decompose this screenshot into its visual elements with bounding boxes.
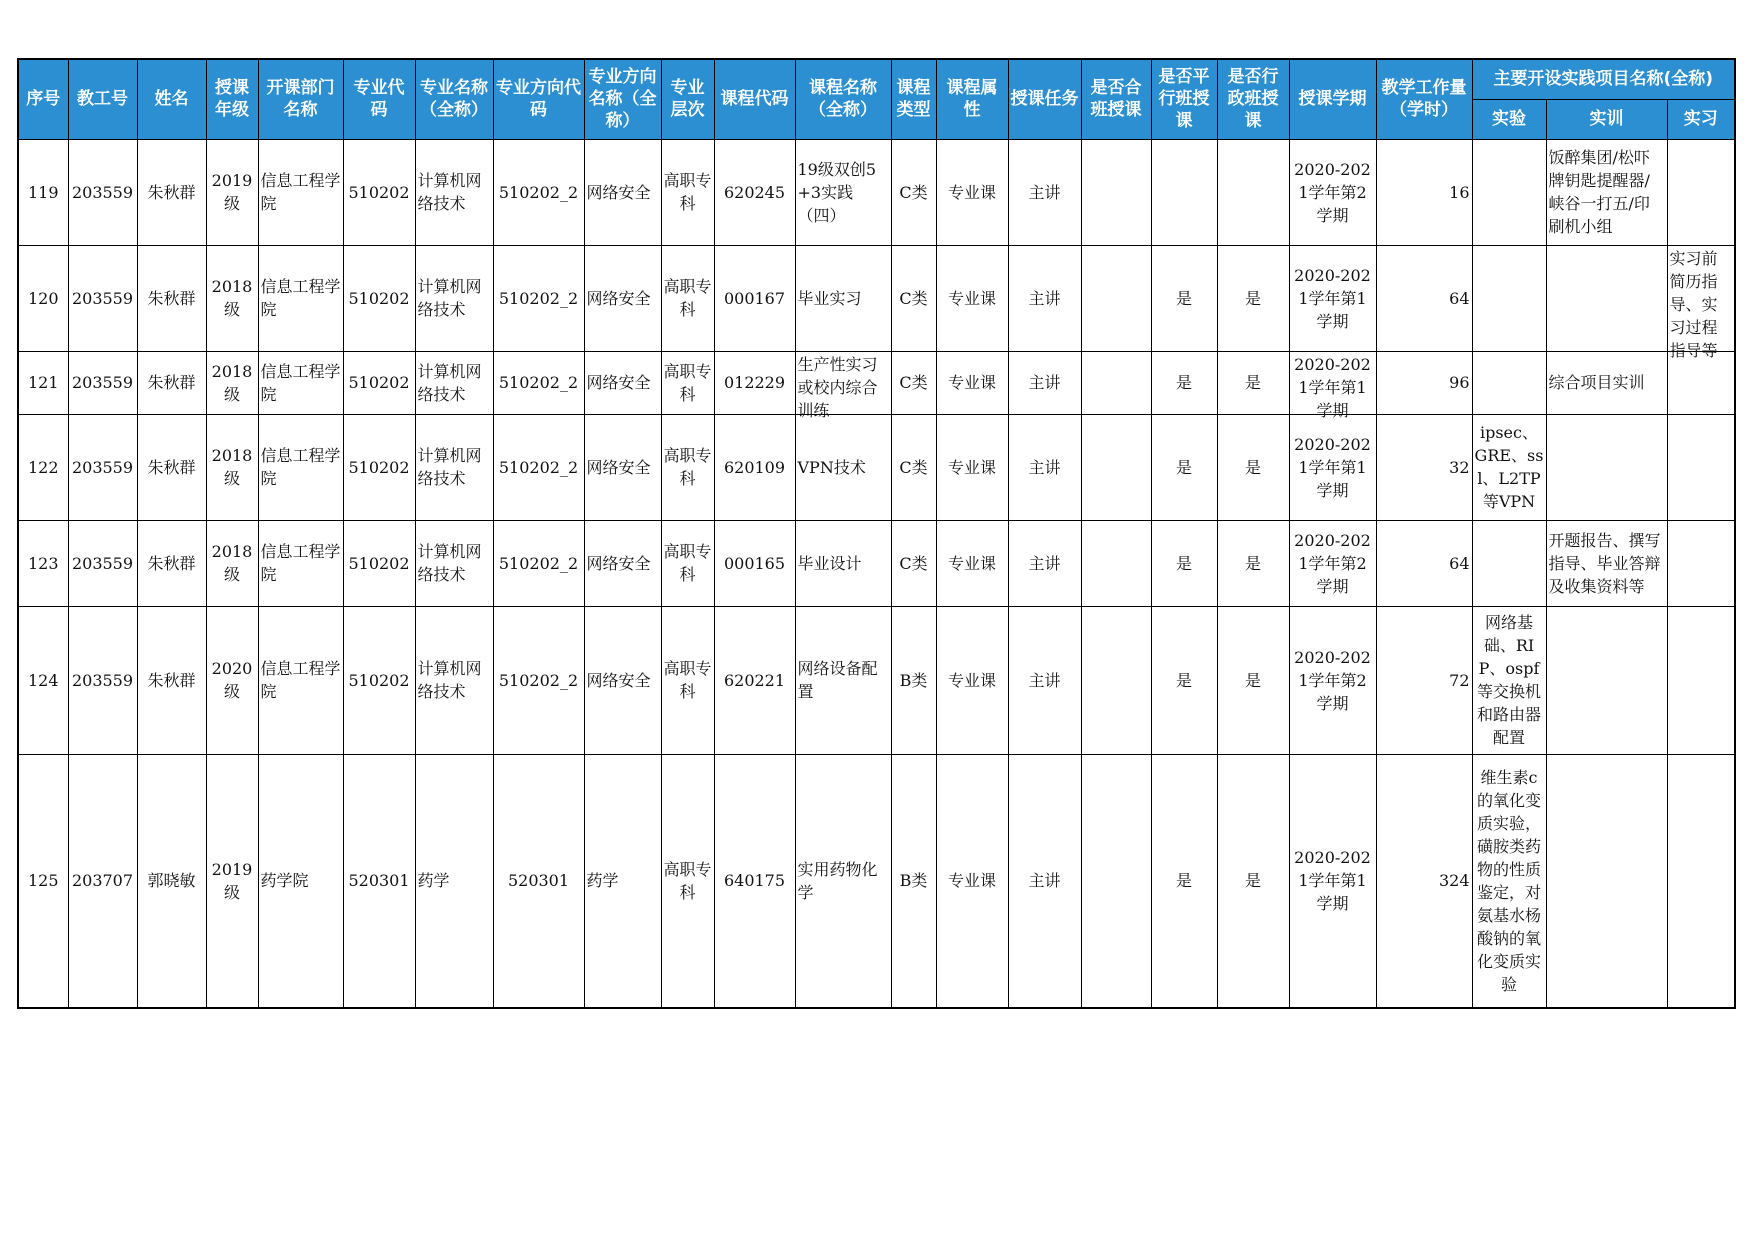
cell-experiment: ipsec、GRE、ssl、L2TP等VPN xyxy=(1472,414,1546,520)
cell-name: 朱秋群 xyxy=(137,414,206,520)
teaching-workload-table xyxy=(17,58,1736,1009)
cell-major-name: 计算机网络技术 xyxy=(415,414,493,520)
cell-dir-name: 网络安全 xyxy=(584,245,661,351)
header-parallel: 是否平行班授课 xyxy=(1151,59,1217,139)
cell-task: 主讲 xyxy=(1008,139,1081,245)
cell-task: 主讲 xyxy=(1008,754,1081,1008)
cell-major-name: 计算机网络技术 xyxy=(415,520,493,606)
header-dept: 开课部门名称 xyxy=(258,59,343,139)
cell-training: 综合项目实训 xyxy=(1546,351,1667,414)
cell-dir-code: 510202_2 xyxy=(493,606,584,754)
cell-level: 高职专科 xyxy=(661,606,714,754)
cell-experiment xyxy=(1472,351,1546,414)
header-major-name: 专业名称（全称） xyxy=(415,59,493,139)
cell-course-code: 012229 xyxy=(714,351,795,414)
table-row xyxy=(18,414,1735,520)
cell-semester: 2020-2021学年第1学期 xyxy=(1289,414,1376,520)
cell-dir-code: 510202_2 xyxy=(493,139,584,245)
cell-staff-id: 203559 xyxy=(68,606,137,754)
cell-dir-name: 网络安全 xyxy=(584,520,661,606)
cell-course-code: 620109 xyxy=(714,414,795,520)
cell-combined xyxy=(1081,139,1151,245)
cell-internship xyxy=(1667,139,1735,245)
cell-course-attr: 专业课 xyxy=(936,520,1008,606)
cell-admin-class: 是 xyxy=(1217,414,1289,520)
cell-training xyxy=(1546,606,1667,754)
header-name: 姓名 xyxy=(137,59,206,139)
cell-grade: 2018级 xyxy=(206,351,258,414)
cell-dir-name: 药学 xyxy=(584,754,661,1008)
cell-dept: 信息工程学院 xyxy=(258,139,343,245)
header-staff-id: 教工号 xyxy=(68,59,137,139)
cell-experiment xyxy=(1472,520,1546,606)
cell-course-name: 毕业设计 xyxy=(795,520,891,606)
cell-dir-code: 510202_2 xyxy=(493,245,584,351)
cell-major-name: 计算机网络技术 xyxy=(415,606,493,754)
cell-level: 高职专科 xyxy=(661,351,714,414)
cell-dir-code: 510202_2 xyxy=(493,351,584,414)
cell-major-code: 510202 xyxy=(343,351,415,414)
cell-course-code: 640175 xyxy=(714,754,795,1008)
cell-major-name: 计算机网络技术 xyxy=(415,245,493,351)
cell-combined xyxy=(1081,414,1151,520)
cell-task: 主讲 xyxy=(1008,245,1081,351)
cell-course-type: C类 xyxy=(891,520,936,606)
cell-level: 高职专科 xyxy=(661,245,714,351)
cell-course-name: 19级双创5+3实践（四） xyxy=(795,139,891,245)
cell-dir-code: 510202_2 xyxy=(493,414,584,520)
cell-parallel xyxy=(1151,139,1217,245)
cell-semester: 2020-2021学年第1学期 xyxy=(1289,245,1376,351)
cell-grade: 2018级 xyxy=(206,520,258,606)
header-level: 专业层次 xyxy=(661,59,714,139)
table-row xyxy=(18,606,1735,754)
header-combined: 是否合班授课 xyxy=(1081,59,1151,139)
cell-dir-code: 510202_2 xyxy=(493,520,584,606)
cell-dept: 信息工程学院 xyxy=(258,351,343,414)
cell-hours: 16 xyxy=(1376,139,1472,245)
cell-internship xyxy=(1667,754,1735,1008)
cell-major-code: 510202 xyxy=(343,139,415,245)
cell-grade: 2020级 xyxy=(206,606,258,754)
cell-seq: 125 xyxy=(18,754,68,1008)
cell-hours: 32 xyxy=(1376,414,1472,520)
cell-level: 高职专科 xyxy=(661,520,714,606)
cell-level: 高职专科 xyxy=(661,414,714,520)
cell-semester: 2020-2021学年第1学期 xyxy=(1289,754,1376,1008)
cell-training: 饭醉集团/松吓牌钥匙提醒器/峡谷一打五/印刷机小组 xyxy=(1546,139,1667,245)
cell-admin-class xyxy=(1217,139,1289,245)
cell-admin-class: 是 xyxy=(1217,351,1289,414)
cell-seq: 120 xyxy=(18,245,68,351)
cell-internship: 实习前简历指导、实习过程指导等 xyxy=(1667,245,1735,351)
cell-major-code: 520301 xyxy=(343,754,415,1008)
cell-internship xyxy=(1667,520,1735,606)
cell-name: 朱秋群 xyxy=(137,351,206,414)
header-seq: 序号 xyxy=(18,59,68,139)
cell-name: 郭晓敏 xyxy=(137,754,206,1008)
cell-combined xyxy=(1081,606,1151,754)
cell-hours: 96 xyxy=(1376,351,1472,414)
cell-staff-id: 203707 xyxy=(68,754,137,1008)
cell-staff-id: 203559 xyxy=(68,520,137,606)
cell-internship xyxy=(1667,606,1735,754)
header-semester: 授课学期 xyxy=(1289,59,1376,139)
cell-course-attr: 专业课 xyxy=(936,606,1008,754)
cell-parallel: 是 xyxy=(1151,606,1217,754)
cell-course-type: B类 xyxy=(891,754,936,1008)
cell-course-attr: 专业课 xyxy=(936,351,1008,414)
cell-name: 朱秋群 xyxy=(137,606,206,754)
header-major-code: 专业代码 xyxy=(343,59,415,139)
header-course-code: 课程代码 xyxy=(714,59,795,139)
cell-hours: 72 xyxy=(1376,606,1472,754)
table-row xyxy=(18,520,1735,606)
header-course-type: 课程类型 xyxy=(891,59,936,139)
header-dir-name: 专业方向名称（全称） xyxy=(584,59,661,139)
cell-parallel: 是 xyxy=(1151,351,1217,414)
cell-seq: 119 xyxy=(18,139,68,245)
header-admin-class: 是否行政班授课 xyxy=(1217,59,1289,139)
cell-course-attr: 专业课 xyxy=(936,414,1008,520)
cell-name: 朱秋群 xyxy=(137,139,206,245)
cell-experiment xyxy=(1472,245,1546,351)
cell-major-code: 510202 xyxy=(343,606,415,754)
cell-staff-id: 203559 xyxy=(68,414,137,520)
table-row xyxy=(18,245,1735,351)
cell-seq: 123 xyxy=(18,520,68,606)
header-internship: 实习 xyxy=(1667,99,1735,139)
cell-training xyxy=(1546,754,1667,1008)
cell-hours: 324 xyxy=(1376,754,1472,1008)
header-grade: 授课年级 xyxy=(206,59,258,139)
table-row xyxy=(18,351,1735,414)
cell-parallel: 是 xyxy=(1151,754,1217,1008)
cell-major-name: 计算机网络技术 xyxy=(415,139,493,245)
cell-experiment: 维生素c的氧化变质实验，磺胺类药物的性质鉴定，对氨基水杨酸钠的氧化变质实验 xyxy=(1472,754,1546,1008)
cell-seq: 124 xyxy=(18,606,68,754)
header-course-name: 课程名称（全称） xyxy=(795,59,891,139)
cell-course-type: C类 xyxy=(891,245,936,351)
cell-internship xyxy=(1667,414,1735,520)
cell-course-name: VPN技术 xyxy=(795,414,891,520)
cell-grade: 2018级 xyxy=(206,414,258,520)
cell-course-name: 生产性实习或校内综合训练 xyxy=(795,351,891,414)
cell-dept: 药学院 xyxy=(258,754,343,1008)
cell-name: 朱秋群 xyxy=(137,245,206,351)
header-dir-code: 专业方向代码 xyxy=(493,59,584,139)
cell-major-name: 计算机网络技术 xyxy=(415,351,493,414)
cell-semester: 2020-2021学年第1学期 xyxy=(1289,351,1376,414)
cell-staff-id: 203559 xyxy=(68,245,137,351)
header-hours: 教学工作量（学时） xyxy=(1376,59,1472,139)
cell-training xyxy=(1546,245,1667,351)
cell-major-code: 510202 xyxy=(343,414,415,520)
cell-course-attr: 专业课 xyxy=(936,754,1008,1008)
cell-course-name: 实用药物化学 xyxy=(795,754,891,1008)
cell-dir-name: 网络安全 xyxy=(584,414,661,520)
cell-staff-id: 203559 xyxy=(68,351,137,414)
cell-dept: 信息工程学院 xyxy=(258,520,343,606)
cell-grade: 2019级 xyxy=(206,754,258,1008)
cell-major-code: 510202 xyxy=(343,520,415,606)
cell-seq: 122 xyxy=(18,414,68,520)
cell-admin-class: 是 xyxy=(1217,606,1289,754)
cell-dir-name: 网络安全 xyxy=(584,606,661,754)
cell-dept: 信息工程学院 xyxy=(258,245,343,351)
cell-course-type: C类 xyxy=(891,351,936,414)
cell-dept: 信息工程学院 xyxy=(258,606,343,754)
header-training: 实训 xyxy=(1546,99,1667,139)
cell-name: 朱秋群 xyxy=(137,520,206,606)
cell-course-code: 000165 xyxy=(714,520,795,606)
cell-training xyxy=(1546,414,1667,520)
cell-course-code: 620245 xyxy=(714,139,795,245)
table-row xyxy=(18,139,1735,245)
cell-course-attr: 专业课 xyxy=(936,245,1008,351)
cell-admin-class: 是 xyxy=(1217,245,1289,351)
cell-grade: 2018级 xyxy=(206,245,258,351)
cell-dir-code: 520301 xyxy=(493,754,584,1008)
cell-major-name: 药学 xyxy=(415,754,493,1008)
header-practice-group: 主要开设实践项目名称(全称) xyxy=(1472,59,1735,99)
header-task: 授课任务 xyxy=(1008,59,1081,139)
cell-hours: 64 xyxy=(1376,245,1472,351)
cell-course-type: C类 xyxy=(891,139,936,245)
cell-course-name: 网络设备配置 xyxy=(795,606,891,754)
cell-dir-name: 网络安全 xyxy=(584,139,661,245)
cell-course-attr: 专业课 xyxy=(936,139,1008,245)
cell-task: 主讲 xyxy=(1008,414,1081,520)
cell-grade: 2019级 xyxy=(206,139,258,245)
cell-combined xyxy=(1081,245,1151,351)
cell-training: 开题报告、撰写指导、毕业答辩及收集资料等 xyxy=(1546,520,1667,606)
cell-semester: 2020-2021学年第2学期 xyxy=(1289,139,1376,245)
table-row xyxy=(18,754,1735,1008)
cell-level: 高职专科 xyxy=(661,754,714,1008)
cell-dept: 信息工程学院 xyxy=(258,414,343,520)
cell-parallel: 是 xyxy=(1151,245,1217,351)
cell-staff-id: 203559 xyxy=(68,139,137,245)
cell-task: 主讲 xyxy=(1008,606,1081,754)
cell-admin-class: 是 xyxy=(1217,520,1289,606)
cell-semester: 2020-2021学年第2学期 xyxy=(1289,520,1376,606)
cell-course-code: 620221 xyxy=(714,606,795,754)
cell-course-name: 毕业实习 xyxy=(795,245,891,351)
cell-dir-name: 网络安全 xyxy=(584,351,661,414)
header-course-attr: 课程属性 xyxy=(936,59,1008,139)
header-experiment: 实验 xyxy=(1472,99,1546,139)
cell-level: 高职专科 xyxy=(661,139,714,245)
cell-task: 主讲 xyxy=(1008,351,1081,414)
cell-admin-class: 是 xyxy=(1217,754,1289,1008)
cell-course-code: 000167 xyxy=(714,245,795,351)
cell-parallel: 是 xyxy=(1151,520,1217,606)
cell-semester: 2020-2021学年第2学期 xyxy=(1289,606,1376,754)
cell-experiment: 网络基础、RIP、ospf等交换机和路由器配置 xyxy=(1472,606,1546,754)
cell-combined xyxy=(1081,351,1151,414)
cell-experiment xyxy=(1472,139,1546,245)
cell-course-type: B类 xyxy=(891,606,936,754)
cell-task: 主讲 xyxy=(1008,520,1081,606)
cell-major-code: 510202 xyxy=(343,245,415,351)
cell-parallel: 是 xyxy=(1151,414,1217,520)
cell-course-type: C类 xyxy=(891,414,936,520)
cell-combined xyxy=(1081,754,1151,1008)
cell-combined xyxy=(1081,520,1151,606)
cell-hours: 64 xyxy=(1376,520,1472,606)
cell-seq: 121 xyxy=(18,351,68,414)
